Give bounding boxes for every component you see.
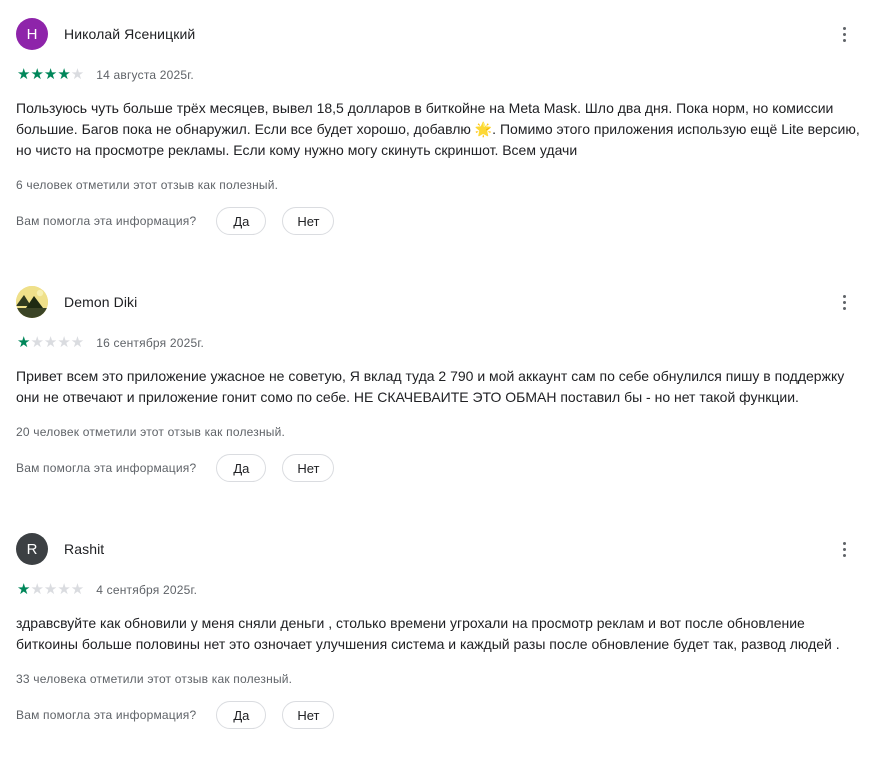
review-separator (0, 236, 892, 268)
helpful-no-button[interactable]: Нет (282, 454, 334, 482)
star-rating: ★★★★★ (17, 581, 85, 598)
more-vert-icon[interactable] (832, 290, 856, 314)
review-date: 16 сентября 2025г. (96, 336, 205, 350)
review-item (0, 0, 892, 236)
review-author: Николай Ясеницкий (64, 26, 196, 42)
more-vert-icon[interactable] (832, 22, 856, 46)
avatar-photo-icon (16, 286, 48, 318)
avatar (16, 533, 48, 565)
review-text: Пользуюсь чуть больше трёх месяцев, вывел 18,5 долларов в биткойне на Meta Mask. Шло два дня. Пока норм, но комиссии большие. Багов пока не обнаружил. Если все будет хорошо, добавлю 🌟. Помимо этого приложения использую ещё Lite версию, но чисто на просмотре рекламы. Если кому нужно могу скинуть скриншот. Всем удачи (16, 100, 860, 158)
helpful-count: 20 человек отметили этот отзыв как полезный. (16, 425, 286, 439)
review-text: здравсвуйте как обновили у меня сняли деньги , столько времени угрохали на просмотр реклам и вот после обновление биткоины больше половины нет это озночает улучшения система и каждый разы после обновление будет так, развод людей . (16, 615, 840, 652)
review-date: 14 августа 2025г. (96, 68, 194, 82)
review-header (16, 268, 876, 330)
helpful-no-button[interactable]: Нет (282, 701, 334, 729)
star-rating: ★★★★★ (17, 66, 85, 83)
avatar-initial: R (26, 540, 38, 558)
helpful-yes-button[interactable]: Да (216, 701, 266, 729)
review-header (16, 0, 876, 62)
feedback-label: Вам помогла эта информация? (16, 461, 197, 475)
rating-row (16, 68, 876, 82)
review-date: 4 сентября 2025г. (96, 583, 198, 597)
review-header (16, 515, 876, 577)
review-item (0, 268, 892, 483)
helpful-yes-button[interactable]: Да (216, 454, 266, 482)
avatar-initial: Н (26, 25, 38, 43)
feedback-row (16, 206, 876, 236)
review-item (0, 515, 892, 730)
rating-row (16, 583, 876, 597)
feedback-row (16, 700, 876, 730)
helpful-yes-button[interactable]: Да (216, 207, 266, 235)
review-separator (0, 483, 892, 515)
avatar (16, 18, 48, 50)
review-author: Rashit (64, 541, 105, 557)
review-author: Demon Diki (64, 294, 138, 310)
feedback-row (16, 453, 876, 483)
star-rating: ★★★★★ (17, 334, 85, 351)
review-text: Привет всем это приложение ужасное не советую, Я вклад туда 2 790 и мой аккаунт сам по себе обнулился пишу в поддержку они не отвечают и приложение гонит сомо по себе. НЕ СКАЧЕВАИТЕ ЭТО ОБМАН поставил бы - но нет такой функции. (16, 368, 845, 405)
rating-row (16, 336, 876, 350)
more-vert-icon[interactable] (832, 537, 856, 561)
helpful-no-button[interactable]: Нет (282, 207, 334, 235)
avatar (16, 286, 48, 318)
feedback-label: Вам помогла эта информация? (16, 214, 197, 228)
helpful-count: 33 человека отметили этот отзыв как полезный. (16, 672, 293, 686)
feedback-label: Вам помогла эта информация? (16, 708, 197, 722)
helpful-count: 6 человек отметили этот отзыв как полезный. (16, 178, 279, 192)
